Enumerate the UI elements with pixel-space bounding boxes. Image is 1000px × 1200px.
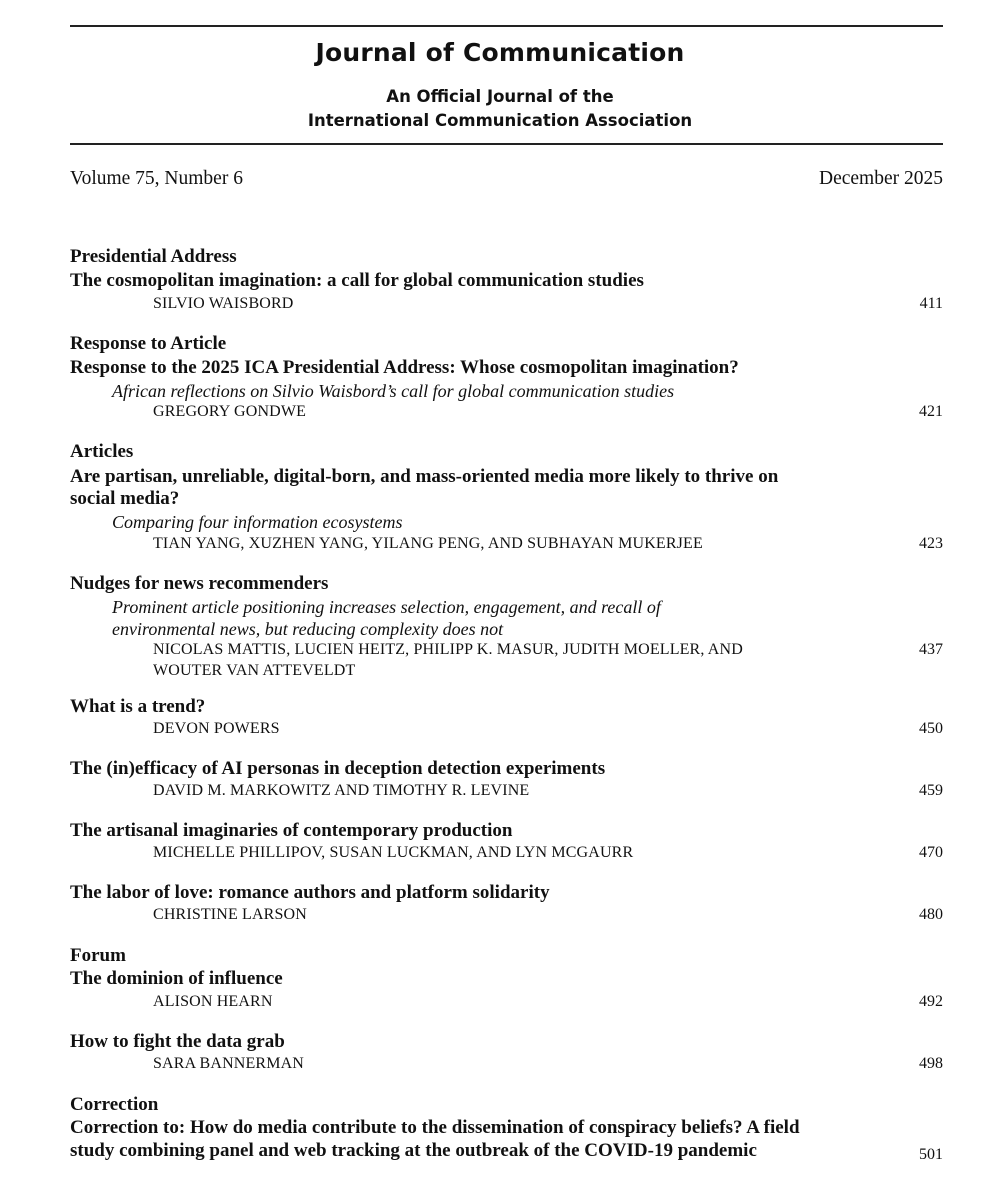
page-number: 421 [919, 403, 943, 420]
article-subtitle: African reflections on Silvio Waisbord’s call for global communication studies [112, 381, 675, 401]
article-authors: DEVON POWERS [153, 720, 280, 737]
article-title[interactable]: The labor of love: romance authors and platform solidarity [70, 882, 550, 903]
header-rule [70, 143, 943, 145]
page-number: 423 [919, 535, 943, 552]
article-authors: GREGORY GONDWE [153, 403, 307, 420]
article-title-continued[interactable]: study combining panel and web tracking at the outbreak of the COVID-19 pandemic [70, 1140, 757, 1161]
article-authors: SARA BANNERMAN [153, 1055, 305, 1072]
article-authors: ALISON HEARN [153, 993, 273, 1010]
article-authors: SILVIO WAISBORD [153, 295, 294, 312]
article-title[interactable]: What is a trend? [70, 696, 206, 717]
section-heading: Articles [70, 441, 134, 462]
article-title[interactable]: Correction to: How do media contribute to the dissemination of conspiracy beliefs? A field [70, 1117, 800, 1138]
article-title-continued[interactable]: social media? [70, 488, 180, 509]
section-heading: Forum [70, 945, 126, 966]
section-heading: Response to Article [70, 333, 227, 354]
section-heading: Presidential Address [70, 246, 237, 267]
section-heading: Correction [70, 1094, 159, 1115]
article-authors-continued: WOUTER VAN ATTEVELDT [153, 662, 356, 679]
article-title[interactable]: The cosmopolitan imagination: a call for global communication studies [70, 270, 644, 291]
article-title[interactable]: Nudges for news recommenders [70, 573, 329, 594]
volume-number: Volume 75, Number 6 [70, 168, 243, 189]
page-number: 492 [919, 993, 943, 1010]
article-title[interactable]: How to fight the data grab [70, 1031, 285, 1052]
journal-title: Journal of Communication [315, 38, 685, 67]
page-number: 480 [919, 906, 943, 923]
journal-subtitle-line1: An Official Journal of the [386, 87, 614, 106]
page-number: 501 [919, 1146, 943, 1163]
article-subtitle: Comparing four information ecosystems [112, 512, 403, 532]
page-number: 498 [919, 1055, 943, 1072]
page-number: 459 [919, 782, 943, 799]
top-rule [70, 25, 943, 27]
article-authors: MICHELLE PHILLIPOV, SUSAN LUCKMAN, AND LYN MCGAURR [153, 844, 634, 861]
issue-date: December 2025 [819, 168, 943, 189]
article-authors: CHRISTINE LARSON [153, 906, 307, 923]
article-authors: TIAN YANG, XUZHEN YANG, YILANG PENG, AND SUBHAYAN MUKERJEE [153, 535, 703, 552]
article-title[interactable]: The dominion of influence [70, 968, 283, 989]
article-title[interactable]: Are partisan, unreliable, digital-born, and mass-oriented media more likely to thrive on [70, 466, 779, 487]
page-number: 450 [919, 720, 943, 737]
page-number: 437 [919, 641, 943, 658]
article-subtitle-continued: environmental news, but reducing complexity does not [112, 619, 504, 639]
article-title[interactable]: Response to the 2025 ICA Presidential Address: Whose cosmopolitan imagination? [70, 357, 739, 378]
journal-subtitle-line2: International Communication Association [307, 111, 693, 130]
article-title[interactable]: The artisanal imaginaries of contemporary production [70, 820, 513, 841]
page-number: 411 [919, 295, 943, 312]
article-subtitle: Prominent article positioning increases selection, engagement, and recall of [112, 597, 661, 617]
article-title[interactable]: The (in)efficacy of AI personas in deception detection experiments [70, 758, 606, 779]
article-authors: DAVID M. MARKOWITZ AND TIMOTHY R. LEVINE [153, 782, 530, 799]
page-number: 470 [919, 844, 943, 861]
article-authors: NICOLAS MATTIS, LUCIEN HEITZ, PHILIPP K. MASUR, JUDITH MOELLER, AND [153, 641, 743, 658]
